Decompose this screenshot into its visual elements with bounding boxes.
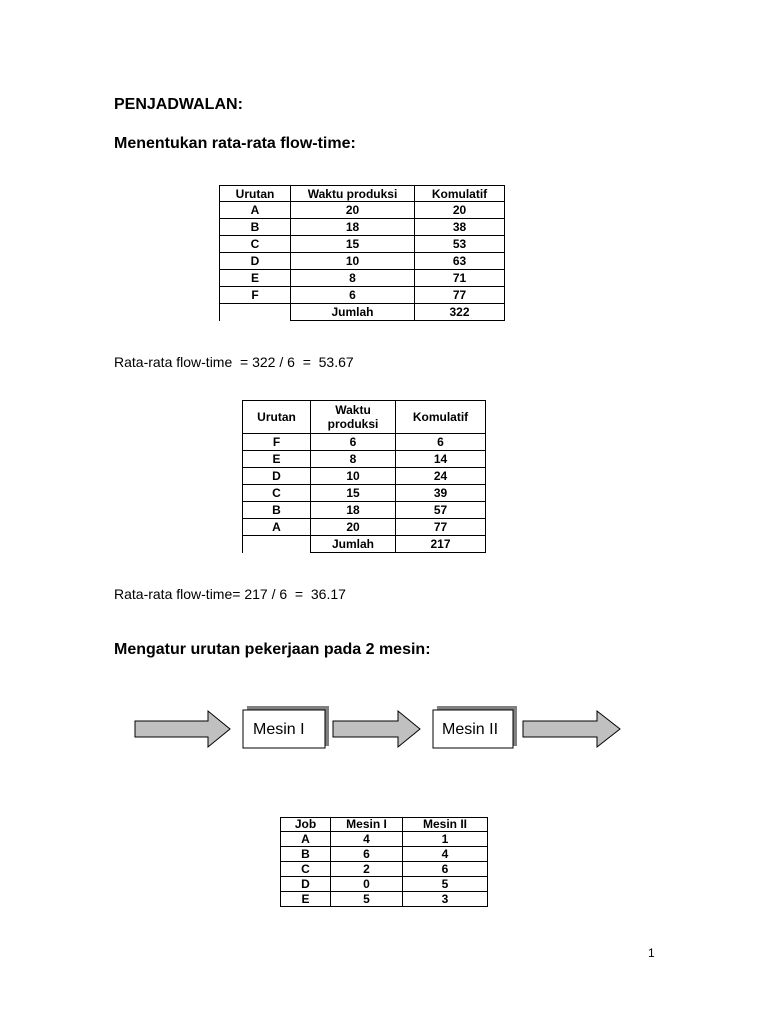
table-row — [243, 519, 486, 536]
table-row — [220, 270, 505, 287]
section-heading-flow-time: Menentukan rata-rata flow-time: — [114, 135, 356, 152]
table-row — [243, 451, 486, 468]
cell-komulatif: 77 — [396, 519, 486, 536]
page-number: 1 — [648, 946, 655, 960]
table-row — [220, 287, 505, 304]
cell-urutan: D — [243, 468, 311, 485]
cell-komulatif: 77 — [415, 287, 505, 304]
formula-flow-time-2: Rata-rata flow-time= 217 / 6 = 36.17 — [114, 586, 346, 602]
cell-mesin-2: 3 — [403, 892, 488, 907]
table-row — [243, 434, 486, 451]
table-row — [281, 847, 488, 862]
arrow-shape-2 — [333, 711, 420, 747]
formula-flow-time-1: Rata-rata flow-time = 322 / 6 = 53.67 — [114, 354, 354, 370]
table-row — [243, 468, 486, 485]
cell-mesin-1: 4 — [331, 832, 403, 847]
cell-urutan: E — [220, 270, 291, 287]
arrow-icon — [523, 711, 620, 747]
table-row — [281, 862, 488, 877]
cell-urutan: D — [220, 253, 291, 270]
arrow-icon — [333, 711, 420, 747]
cell-job: D — [281, 877, 331, 892]
cell-komulatif: 39 — [396, 485, 486, 502]
cell-mesin-2: 4 — [403, 847, 488, 862]
cell-urutan: B — [243, 502, 311, 519]
total-value: 217 — [396, 536, 486, 553]
arrow-shape-1 — [135, 711, 230, 747]
machine-2-label: Mesin II — [442, 721, 499, 738]
cell-komulatif: 24 — [396, 468, 486, 485]
header-komulatif: Komulatif — [415, 186, 505, 202]
header-mesin-1: Mesin I — [331, 818, 403, 832]
cell-komulatif: 71 — [415, 270, 505, 287]
machine-flow-diagram — [0, 700, 768, 760]
table-row — [243, 502, 486, 519]
cell-waktu: 6 — [291, 287, 415, 304]
cell-urutan: F — [243, 434, 311, 451]
table-row — [281, 892, 488, 907]
cell-urutan: C — [243, 485, 311, 502]
table-row — [243, 485, 486, 502]
arrow-shape-3 — [523, 711, 620, 747]
cell-waktu: 10 — [311, 468, 396, 485]
total-label: Jumlah — [291, 304, 415, 321]
table-row — [281, 877, 488, 892]
empty-cell — [243, 536, 311, 553]
cell-komulatif: 6 — [396, 434, 486, 451]
total-value: 322 — [415, 304, 505, 321]
header-waktu-produksi: Waktu produksi — [291, 186, 415, 202]
cell-waktu: 8 — [311, 451, 396, 468]
header-komulatif: Komulatif — [396, 401, 486, 434]
cell-mesin-1: 5 — [331, 892, 403, 907]
machine-box-2 — [433, 706, 517, 748]
cell-mesin-2: 5 — [403, 877, 488, 892]
machine-box-1 — [243, 706, 329, 748]
cell-waktu: 10 — [291, 253, 415, 270]
cell-waktu: 18 — [311, 502, 396, 519]
cell-komulatif: 63 — [415, 253, 505, 270]
section-heading-machines: Mengatur urutan pekerjaan pada 2 mesin: — [114, 641, 431, 658]
cell-komulatif: 38 — [415, 219, 505, 236]
table-row — [220, 219, 505, 236]
header-urutan: Urutan — [243, 401, 311, 434]
table-total-row — [220, 304, 505, 321]
cell-waktu: 18 — [291, 219, 415, 236]
header-waktu-produksi-text: Waktu produksi — [327, 403, 379, 431]
cell-waktu: 6 — [311, 434, 396, 451]
cell-urutan: F — [220, 287, 291, 304]
cell-job: A — [281, 832, 331, 847]
table-flow-time-1 — [219, 185, 505, 321]
table-total-row — [243, 536, 486, 553]
cell-urutan: A — [220, 202, 291, 219]
table-row — [220, 202, 505, 219]
header-urutan: Urutan — [220, 186, 291, 202]
cell-waktu: 20 — [291, 202, 415, 219]
cell-waktu: 20 — [311, 519, 396, 536]
cell-waktu: 8 — [291, 270, 415, 287]
header-mesin-2: Mesin II — [403, 818, 488, 832]
cell-komulatif: 57 — [396, 502, 486, 519]
table-row — [220, 236, 505, 253]
cell-komulatif: 53 — [415, 236, 505, 253]
cell-komulatif: 20 — [415, 202, 505, 219]
cell-job: C — [281, 862, 331, 877]
cell-mesin-1: 6 — [331, 847, 403, 862]
cell-mesin-1: 2 — [331, 862, 403, 877]
cell-urutan: A — [243, 519, 311, 536]
cell-mesin-2: 6 — [403, 862, 488, 877]
table-job-machines — [280, 817, 488, 907]
table-row — [220, 253, 505, 270]
header-job: Job — [281, 818, 331, 832]
machine-1-label: Mesin I — [253, 721, 305, 738]
arrow-icon — [135, 711, 230, 747]
cell-komulatif: 14 — [396, 451, 486, 468]
empty-cell — [220, 304, 291, 321]
cell-mesin-1: 0 — [331, 877, 403, 892]
total-label: Jumlah — [311, 536, 396, 553]
table-flow-time-2 — [242, 400, 486, 553]
cell-urutan: E — [243, 451, 311, 468]
table-row — [281, 832, 488, 847]
cell-urutan: B — [220, 219, 291, 236]
cell-waktu: 15 — [291, 236, 415, 253]
header-waktu-produksi — [311, 401, 396, 434]
cell-job: B — [281, 847, 331, 862]
page-title: PENJADWALAN: — [114, 96, 243, 113]
cell-mesin-2: 1 — [403, 832, 488, 847]
cell-waktu: 15 — [311, 485, 396, 502]
cell-job: E — [281, 892, 331, 907]
cell-urutan: C — [220, 236, 291, 253]
